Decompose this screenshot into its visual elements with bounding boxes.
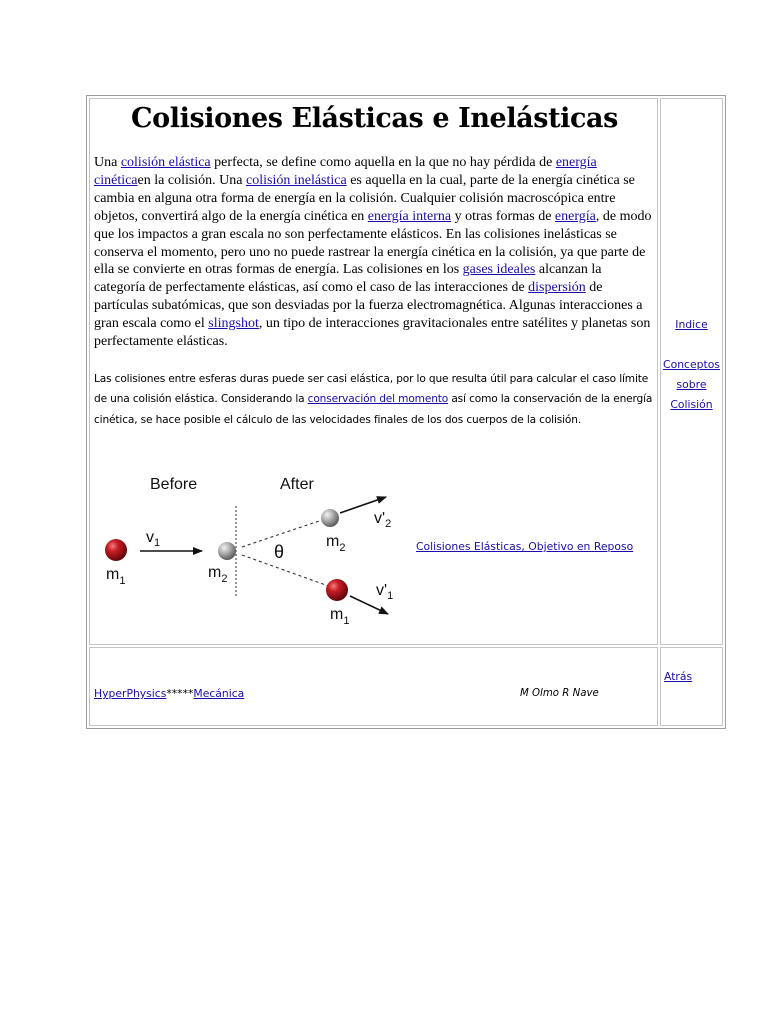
link-atras[interactable]: Atrás	[664, 670, 693, 683]
ball-m1-before	[105, 539, 127, 561]
label-m1-before: $m_1$	[106, 566, 126, 587]
link-gases-ideales[interactable]: gases ideales	[462, 262, 536, 278]
text-run: Las colisiones entre esferas duras puede ser casi elástica, por lo que resulta útil para calcular el caso límite de una colisión elástica. Considerando la	[94, 373, 649, 406]
path-m1-dashed	[242, 555, 334, 588]
label-v2-prime: $v'_2$	[374, 510, 392, 530]
link-conceptos-colision[interactable]	[661, 355, 722, 415]
link-colision-inelastica[interactable]: colisión inelástica	[246, 172, 347, 188]
ball-m1-after	[326, 579, 348, 601]
link-energia-interna[interactable]: energía interna	[367, 208, 452, 224]
label-m2-after: $m_2$	[326, 533, 346, 554]
text-run: , un tipo de interacciones gravitacionales entre satélites y planetas son perfectamente elásticas.	[94, 316, 651, 350]
link-energia[interactable]: energía	[554, 208, 596, 224]
collision-diagram	[102, 471, 420, 636]
text-run: en la colisión. Una	[137, 172, 247, 188]
link-colisiones-objetivo-reposo[interactable]: Colisiones Elásticas, Objetivo en Reposo	[416, 540, 634, 553]
link-indice[interactable]: Indice	[675, 318, 708, 331]
before-label: Before	[150, 476, 198, 493]
link-conceptos-line1[interactable]: Conceptos	[663, 358, 720, 371]
main-cell	[89, 98, 658, 645]
author-credit: M Olmo R Nave	[520, 688, 599, 699]
text-run: así como la conservación de la energía cinética, se hace posible el cálculo de las velocidades finales de los dos cuerpos de la colisión.	[94, 393, 653, 426]
link-dispersion[interactable]: dispersión	[528, 280, 586, 296]
footer-side-cell	[660, 647, 723, 726]
text-run: perfecta, se define como aquella en la que no hay pérdida de	[210, 155, 556, 170]
intro-paragraph	[94, 154, 652, 351]
sidebar-cell	[660, 98, 723, 645]
text-run: de partículas subatómicas, que son desviadas por la fuerza electromagnética. Algunas interacciones a gran escala como el	[94, 280, 643, 332]
link-mecanica[interactable]: Mecánica	[193, 687, 245, 700]
link-energia-cinetica[interactable]: energía cinética	[94, 155, 597, 188]
link-conceptos-line3[interactable]: Colisión	[670, 398, 713, 411]
path-m2-dashed	[242, 518, 328, 547]
text-run: , de modo que los impactos a gran escala no son perfectamente elásticos. En las colisiones inelásticas se conserva el momento, pero uno no puede rastrear la energía cinética en la colisión, ya que parte de ella se convierte en otras formas de energía. Las colisiones en los	[94, 208, 652, 278]
content-table	[86, 95, 726, 729]
page-title: Colisiones Elásticas e Inelásticas	[131, 103, 618, 134]
link-conceptos-line2[interactable]: sobre	[676, 378, 707, 391]
link-colision-elastica[interactable]: colisión elástica	[120, 155, 211, 170]
angle-theta: θ	[274, 542, 285, 562]
footer-separator: *****	[166, 687, 194, 700]
link-hyperphysics[interactable]: HyperPhysics	[94, 687, 167, 700]
text-run: es aquella en la cual, parte de la energía cinética se cambia en alguna otra forma de energía en la colisión. Cualquier colisión macroscópica entre objetos, convertirá algo de la energía cinética en	[94, 172, 635, 224]
footer-nav	[94, 687, 244, 700]
text-run: y otras formas de	[451, 208, 555, 224]
link-conservacion-momento[interactable]: conservación del momento	[307, 393, 449, 406]
text-run: Una	[94, 155, 121, 170]
hard-spheres-paragraph	[94, 369, 656, 430]
label-m2-before: $m_2$	[208, 564, 228, 585]
label-m1-after: $m_1$	[330, 606, 350, 627]
link-slingshot[interactable]: slingshot	[208, 316, 259, 332]
label-v1-prime: $v'_1$	[376, 582, 394, 602]
label-v1: $v_1$	[146, 529, 161, 549]
ball-m2-after	[321, 509, 339, 527]
ball-m2-before	[218, 542, 236, 560]
after-label: After	[280, 476, 314, 493]
text-run: alcanzan la categoría de perfectamente elásticas, así como el caso de las interacciones de	[94, 262, 602, 296]
footer-cell	[89, 647, 658, 726]
